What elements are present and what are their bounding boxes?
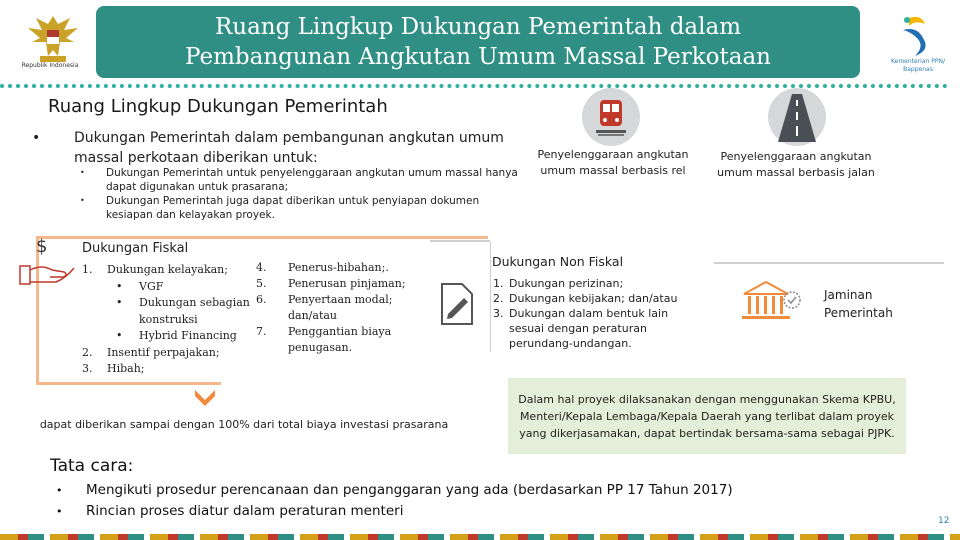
bullet-dot: • (32, 130, 41, 146)
list-item: 3. Hibah; (82, 362, 145, 375)
list-item: 4. Penerus-hibahan;. (256, 261, 389, 274)
rail-caption: Penyelenggaraan angkutan umum massal berbasis rel (537, 148, 689, 177)
road-icon (768, 88, 826, 146)
nonfiskal-right-border (714, 262, 944, 264)
list-item: • Mengikuti prosedur perencanaan dan penganggaran yang ada (berdasarkan PP 17 Tahun 2017) (56, 482, 733, 498)
kpbu-note-text: Dalam hal proyek dilaksanakan dengan menggunakan Skema KPBU, Menteri/Kepala Lembaga/Kepala Daerah yang terlibat dalam proyek yang dikerjasamakan, dapat bertindak bersama-sama sebagai PJPK. (518, 392, 896, 440)
right-logo-caption-line1: Kementerian PPN/ (891, 58, 945, 65)
hand-icon (18, 256, 76, 292)
document-pen-icon (436, 280, 478, 332)
fiskal-top-border (36, 236, 488, 239)
list-item: 1. Dukungan perizinan; (493, 277, 624, 290)
list-item: • Dukungan Pemerintah juga dapat diberikan untuk penyiapan dokumen kesiapan dan kelayakan proyek. (80, 195, 480, 221)
fiskal-footer: dapat diberikan sampai dengan 100% dari total biaya investasi prasarana (39, 418, 449, 431)
sub-item-text: Dukungan Pemerintah untuk penyelenggaraan angkutan umum massal hanya dapat digunakan untuk prasarana; (106, 167, 518, 193)
jaminan-label-line1: Jaminan (824, 288, 873, 302)
list-item: • Rincian proses diatur dalam peraturan menteri (56, 503, 404, 519)
dollar-icon: $ (36, 236, 48, 257)
government-building-icon (738, 274, 804, 328)
right-logo-caption-line2: Bappenas (903, 66, 933, 73)
nonfiskal-list (493, 276, 703, 351)
nonfiskal-heading: Dukungan Non Fiskal (492, 254, 624, 269)
batik-footer-strip (0, 534, 960, 540)
list-item: 2. Dukungan kebijakan; dan/atau (493, 292, 678, 305)
list-item: 3. Dukungan dalam bentuk lain sesuai dengan peraturan perundang-undangan. (493, 307, 669, 350)
nonfiskal-divider (490, 242, 491, 352)
list-item: 1. Dukungan kelayakan; (82, 263, 228, 276)
jaminan-label (824, 286, 924, 322)
main-bullet-text: Dukungan Pemerintah dalam pembangunan angkutan umum massal perkotaan diberikan untuk: (74, 130, 504, 166)
tata-cara-list (56, 480, 916, 522)
fiskal-list-1 (82, 262, 272, 378)
train-icon (582, 88, 640, 146)
road-caption: Penyelenggaraan angkutan umum massal berbasis jalan (717, 150, 875, 179)
list-item: • Hybrid Financing (116, 329, 237, 342)
bappenas-logo-icon (895, 12, 935, 58)
sub-item-text: Dukungan Pemerintah juga dapat diberikan untuk penyiapan dokumen kesiapan dan kelayakan proyek. (106, 195, 480, 221)
chevron-down-icon (192, 386, 218, 408)
page-title-line2: Pembangunan Angkutan Umum Massal Perkotaan (185, 44, 771, 70)
list-item: • VGF (116, 279, 164, 293)
fiskal-heading: Dukungan Fiskal (82, 241, 189, 256)
list-item: 2. Insentif perpajakan; (82, 345, 220, 359)
page-title (96, 6, 860, 78)
left-logo-caption: Republik Indonesia (21, 62, 79, 69)
list-item: 6. Penyertaan modal; dan/atau (256, 293, 393, 322)
list-item: • Dukungan Pemerintah untuk penyelenggaraan angkutan umum massal hanya dapat digunakan untuk prasarana; (80, 167, 518, 193)
list-item: • Dukungan sebagian konstruksi (116, 296, 250, 326)
tata-cara-heading: Tata cara: (50, 456, 134, 476)
nonfiskal-top-border (430, 240, 490, 242)
list-item: 7. Penggantian biaya penugasan. (256, 325, 392, 354)
fiskal-bottom-border (36, 382, 221, 385)
right-logo-caption (880, 58, 956, 74)
page-title-line1: Ruang Lingkup Dukungan Pemerintah dalam (214, 14, 742, 40)
kpbu-note-box (508, 378, 906, 454)
list-item: 5. Penerusan pinjaman; (256, 277, 406, 290)
section-heading: Ruang Lingkup Dukungan Pemerintah (48, 96, 388, 117)
page-number: 12 (938, 516, 950, 526)
fiskal-list-2 (256, 260, 416, 356)
sub-bullet-list (80, 166, 520, 222)
jaminan-label-line2: Pemerintah (824, 306, 893, 320)
